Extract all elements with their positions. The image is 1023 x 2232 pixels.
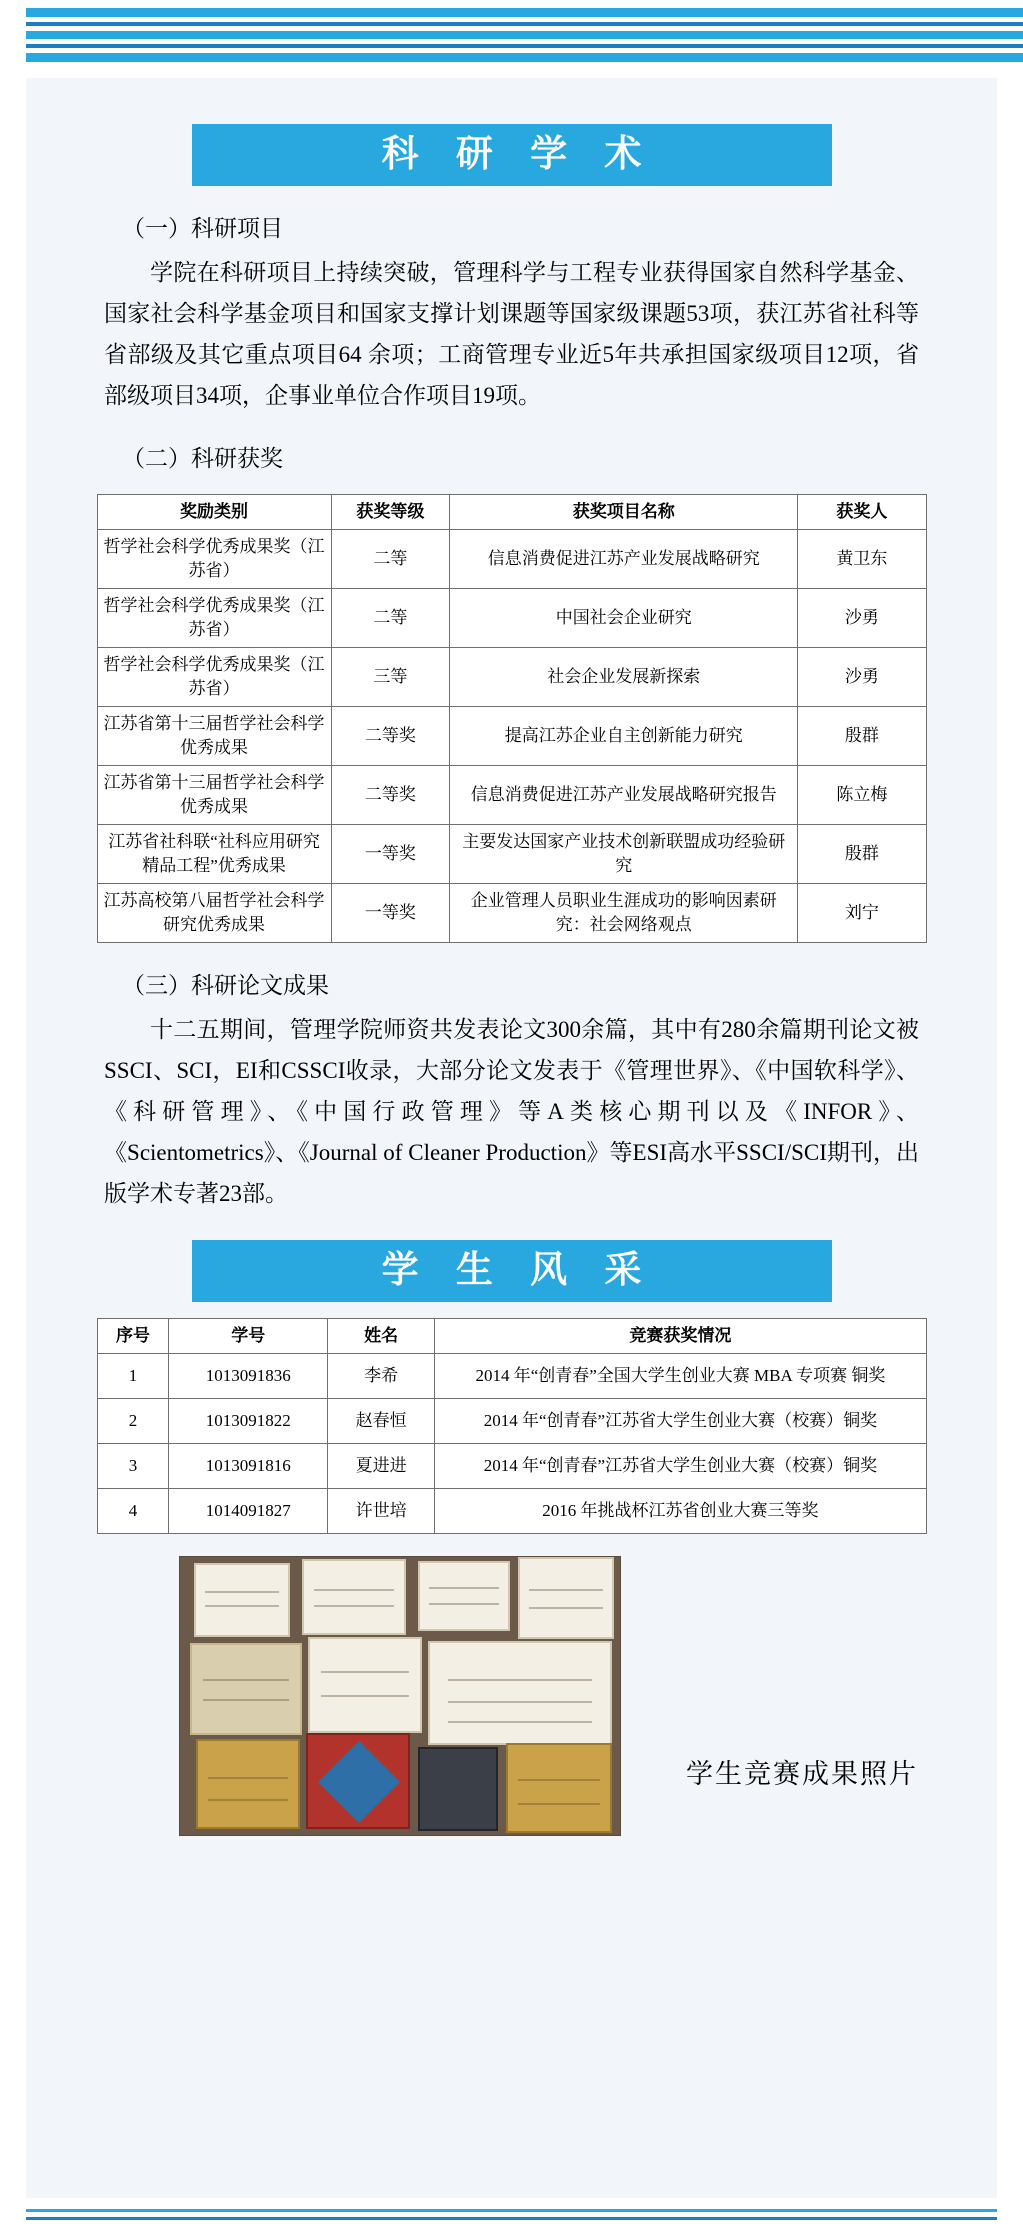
student-competition-table — [97, 1318, 927, 1534]
cell-student-id: 1013091816 — [169, 1444, 328, 1489]
cell-award-winner: 黄卫东 — [798, 530, 926, 589]
certificate-item — [506, 1743, 612, 1833]
cell-student-name: 夏进进 — [328, 1444, 435, 1489]
top-decoration — [0, 0, 1023, 72]
page-content — [26, 78, 997, 1856]
cell-award-project: 中国社会企业研究 — [450, 589, 798, 648]
col-award-project: 获奖项目名称 — [450, 495, 798, 530]
cell-award-level: 一等奖 — [331, 884, 450, 943]
certificate-item — [194, 1563, 290, 1637]
table-row — [97, 589, 926, 648]
page-panel — [26, 78, 997, 2198]
cell-competition-award: 2014 年“创青春”全国大学生创业大赛 MBA 专项赛 铜奖 — [435, 1354, 926, 1399]
section-banner-research: 科 研 学 术 — [192, 124, 832, 186]
cell-award-category: 哲学社会科学优秀成果奖（江苏省） — [97, 648, 331, 707]
table-row — [97, 530, 926, 589]
cell-index: 3 — [97, 1444, 169, 1489]
student-awards-photo — [179, 1556, 621, 1836]
cell-student-name: 李希 — [328, 1354, 435, 1399]
photo-caption: 学生竞赛成果照片 — [686, 1759, 918, 1789]
paragraph-research-papers: 十二五期间，管理学院师资共发表论文300余篇，其中有280余篇期刊论文被SSCI、SCI，EI和CSSCI收录，大部分论文发表于《管理世界》、《中国软科学》、《科研管理》、《中国行政管理》等A类核心期刊以及《INFOR》、《Scientometrics》、《Journal of Cleaner Production》等ESI高水平SSCI/SCI期刊，出版学术专著23部。 — [104, 1017, 919, 1206]
cell-award-category: 江苏省社科联“社科应用研究精品工程”优秀成果 — [97, 825, 331, 884]
cell-index: 4 — [97, 1489, 169, 1534]
cell-award-category: 江苏省第十三届哲学社会科学优秀成果 — [97, 766, 331, 825]
cell-award-level: 二等 — [331, 589, 450, 648]
table-row — [97, 1354, 926, 1399]
cell-award-project: 提高江苏企业自主创新能力研究 — [450, 707, 798, 766]
cell-award-level: 三等 — [331, 648, 450, 707]
cell-award-category: 哲学社会科学优秀成果奖（江苏省） — [97, 530, 331, 589]
cell-award-level: 二等奖 — [331, 707, 450, 766]
certificate-item — [418, 1561, 510, 1631]
cell-award-project: 信息消费促进江苏产业发展战略研究报告 — [450, 766, 798, 825]
stripe-5 — [0, 53, 1023, 62]
table-row — [97, 1399, 926, 1444]
cell-student-name: 赵春恒 — [328, 1399, 435, 1444]
table-row — [97, 884, 926, 943]
col-student-id: 学号 — [169, 1319, 328, 1354]
col-student-name: 姓名 — [328, 1319, 435, 1354]
table-row — [97, 825, 926, 884]
paragraph-research-projects: 学院在科研项目上持续突破，管理科学与工程专业获得国家自然科学基金、国家社会科学基金项目和国家支撑计划课题等国家级课题53项，获江苏省社科等省部级及其它重点项目64 余项；工商管理专业近5年共承担国家级项目12项，省部级项目34项，企事业单位合作项目19项。 — [104, 260, 919, 408]
table-row — [97, 707, 926, 766]
stripe-4 — [0, 44, 1023, 48]
stripe-3 — [0, 31, 1023, 39]
photo-row — [26, 1556, 997, 1856]
cell-award-level: 一等奖 — [331, 825, 450, 884]
cell-award-category: 江苏省第十三届哲学社会科学优秀成果 — [97, 707, 331, 766]
cell-award-winner: 沙勇 — [798, 648, 926, 707]
cell-award-level: 二等 — [331, 530, 450, 589]
cell-award-winner: 殷群 — [798, 825, 926, 884]
section-banner-students: 学 生 风 采 — [192, 1240, 832, 1302]
cell-award-winner: 刘宁 — [798, 884, 926, 943]
col-award-category: 奖励类别 — [97, 495, 331, 530]
certificate-item — [190, 1643, 302, 1735]
cell-index: 2 — [97, 1399, 169, 1444]
bottom-rule-2 — [26, 2217, 997, 2220]
cell-award-level: 二等奖 — [331, 766, 450, 825]
cell-index: 1 — [97, 1354, 169, 1399]
col-index: 序号 — [97, 1319, 169, 1354]
cell-award-category: 哲学社会科学优秀成果奖（江苏省） — [97, 589, 331, 648]
research-award-table — [97, 494, 927, 943]
subheading-research-papers: （三）科研论文成果 — [122, 973, 329, 998]
table-header-row — [97, 1319, 926, 1354]
cell-award-winner: 殷群 — [798, 707, 926, 766]
table-row — [97, 1444, 926, 1489]
cell-award-project: 主要发达国家产业技术创新联盟成功经验研究 — [450, 825, 798, 884]
cell-award-project: 社会企业发展新探索 — [450, 648, 798, 707]
bottom-rule-1 — [26, 2209, 997, 2212]
cell-award-winner: 沙勇 — [798, 589, 926, 648]
table-row — [97, 1489, 926, 1534]
certificate-item — [428, 1641, 612, 1745]
cell-award-project: 企业管理人员职业生涯成功的影响因素研究：社会网络观点 — [450, 884, 798, 943]
cell-student-id: 1013091836 — [169, 1354, 328, 1399]
col-award-winner: 获奖人 — [798, 495, 926, 530]
bottom-decoration — [0, 2198, 1023, 2232]
cell-student-id: 1013091822 — [169, 1399, 328, 1444]
stripe-1 — [0, 8, 1023, 17]
stripe-2 — [0, 22, 1023, 26]
certificate-item — [302, 1559, 406, 1635]
cell-student-id: 1014091827 — [169, 1489, 328, 1534]
trophy-plaque — [418, 1747, 498, 1831]
stripe-notch — [0, 0, 26, 72]
cell-competition-award: 2014 年“创青春”江苏省大学生创业大赛（校赛）铜奖 — [435, 1399, 926, 1444]
table-header-row — [97, 495, 926, 530]
certificate-item — [308, 1637, 422, 1733]
cell-award-winner: 陈立梅 — [798, 766, 926, 825]
col-competition-award: 竞赛获奖情况 — [435, 1319, 926, 1354]
cell-competition-award: 2016 年挑战杯江苏省创业大赛三等奖 — [435, 1489, 926, 1534]
cell-award-category: 江苏高校第八届哲学社会科学研究优秀成果 — [97, 884, 331, 943]
table-row — [97, 766, 926, 825]
col-award-level: 获奖等级 — [331, 495, 450, 530]
certificate-item — [518, 1557, 614, 1639]
cell-student-name: 许世培 — [328, 1489, 435, 1534]
cell-competition-award: 2014 年“创青春”江苏省大学生创业大赛（校赛）铜奖 — [435, 1444, 926, 1489]
certificate-item — [196, 1739, 300, 1829]
cell-award-project: 信息消费促进江苏产业发展战略研究 — [450, 530, 798, 589]
table-row — [97, 648, 926, 707]
subheading-research-projects: （一）科研项目 — [122, 216, 283, 241]
subheading-research-awards: （二）科研获奖 — [122, 446, 283, 471]
